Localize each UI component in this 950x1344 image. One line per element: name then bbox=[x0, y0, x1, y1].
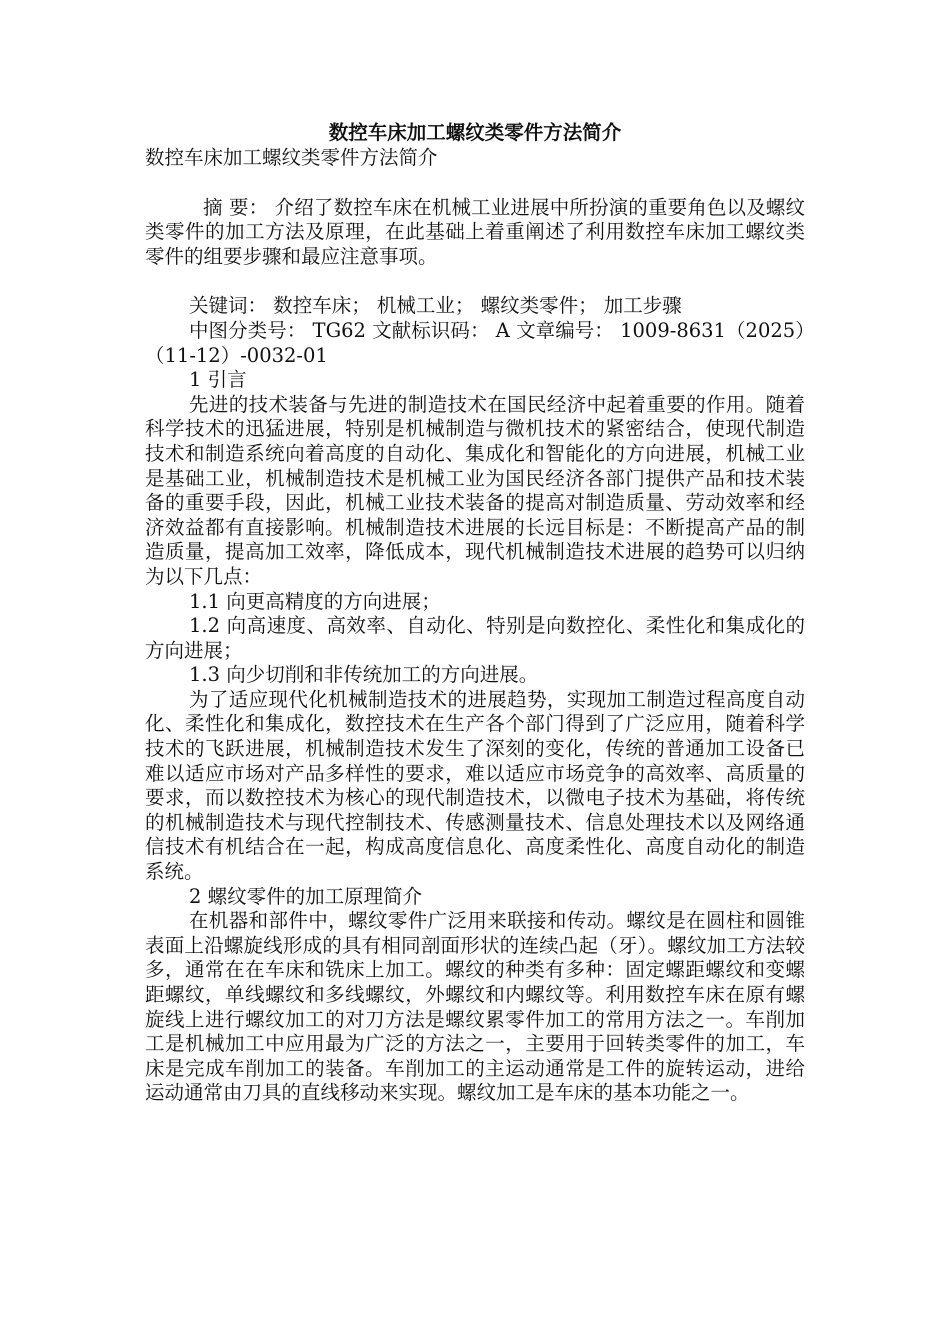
list-item-1-1: 1.1 向更高精度的方向进展； bbox=[189, 589, 441, 613]
document-page bbox=[145, 120, 805, 1106]
section-1-heading: 1 引言 bbox=[189, 368, 247, 392]
section-2-paragraph-1: 在机器和部件中，螺纹零件广泛用来联接和传动。螺纹是在圆柱和圆锥表面上沿螺旋线形成的具有相同剖面形状的连续凸起（牙）。螺纹加工方法较多，通常在在车床和铣床上加工。螺纹的种类有多种：固定螺距螺纹和变螺距螺纹，单线螺纹和多线螺纹，外螺纹和内螺纹等。利用数控车床在原有螺旋线上进行螺纹加工的对刀方法是螺纹累零件加工的常用方法之一。车削加工是机械加工中应用最为广泛的方法之一，主要用于回转类零件的加工，车床是完成车削加工的装备。车削加工的主运动通常是工件的旋转运动，进给运动通常由刀具的直线移动来实现。螺纹加工是车床的基本功能之一。 bbox=[145, 909, 805, 1105]
document-subtitle: 数控车床加工螺纹类零件方法简介 bbox=[145, 146, 438, 169]
section-1-paragraph-1: 先进的技术装备与先进的制造技术在国民经济中起着重要的作用。随着科学技术的迅猛进展，特别是机械制造与微机技术的紧密结合，使现代制造技术和制造系统向着高度的自动化、集成化和智能化的方向进展，机械工业是基础工业，机械制造技术是机械工业为国民经济各部门提供产品和技术装备的重要手段，因此，机械工业技术装备的提高对制造质量、劳动效率和经济效益都有直接影响。机械制造技术进展的长远目标是：不断提高产品的制造质量，提高加工效率，降低成本，现代机械制造技术进展的趋势可以归纳为以下几点： bbox=[145, 392, 805, 588]
list-item-1-2: 1.2 向高速度、高效率、自动化、特别是向数控化、柔性化和集成化的方向进展； bbox=[145, 614, 805, 662]
section-1-paragraph-2: 为了适应现代化机械制造技术的进展趋势，实现加工制造过程高度自动化、柔性化和集成化，数控技术在生产各个部门得到了广泛应用，随着科学技术的飞跃进展，机械制造技术发生了深刻的变化，传统的普通加工设备已难以适应市场对产品多样性的要求，难以适应市场竞争的高效率、高质量的要求，而以数控技术为核心的现代制造技术，以微电子技术为基础，将传统的机械制造技术与现代控制技术、传感测量技术、信息处理技术以及网络通信技术有机结合在一起，构成高度信息化、高度柔性化、高度自动化的制造系统。 bbox=[145, 687, 805, 884]
keywords-line: 关键词： 数控车床； 机械工业； 螺纹类零件； 加工步骤 bbox=[189, 294, 682, 318]
classification-line: 中图分类号： TG62 文献标识码： A 文章编号： 1009-8631（2025）（11-12）-0032-01 bbox=[145, 318, 805, 367]
document-title: 数控车床加工螺纹类零件方法简介 bbox=[328, 121, 622, 144]
section-2-heading: 2 螺纹零件的加工原理简介 bbox=[189, 884, 423, 908]
abstract-paragraph: 摘 要： 介绍了数控车床在机械工业进展中所扮演的重要角色以及螺纹类零件的加工方法及原理，在此基础上着重阐述了利用数控车床加工螺纹类零件的组要步骤和最应注意事项。 bbox=[145, 195, 805, 268]
list-item-1-3: 1.3 向少切削和非传统加工的方向进展。 bbox=[189, 663, 539, 687]
